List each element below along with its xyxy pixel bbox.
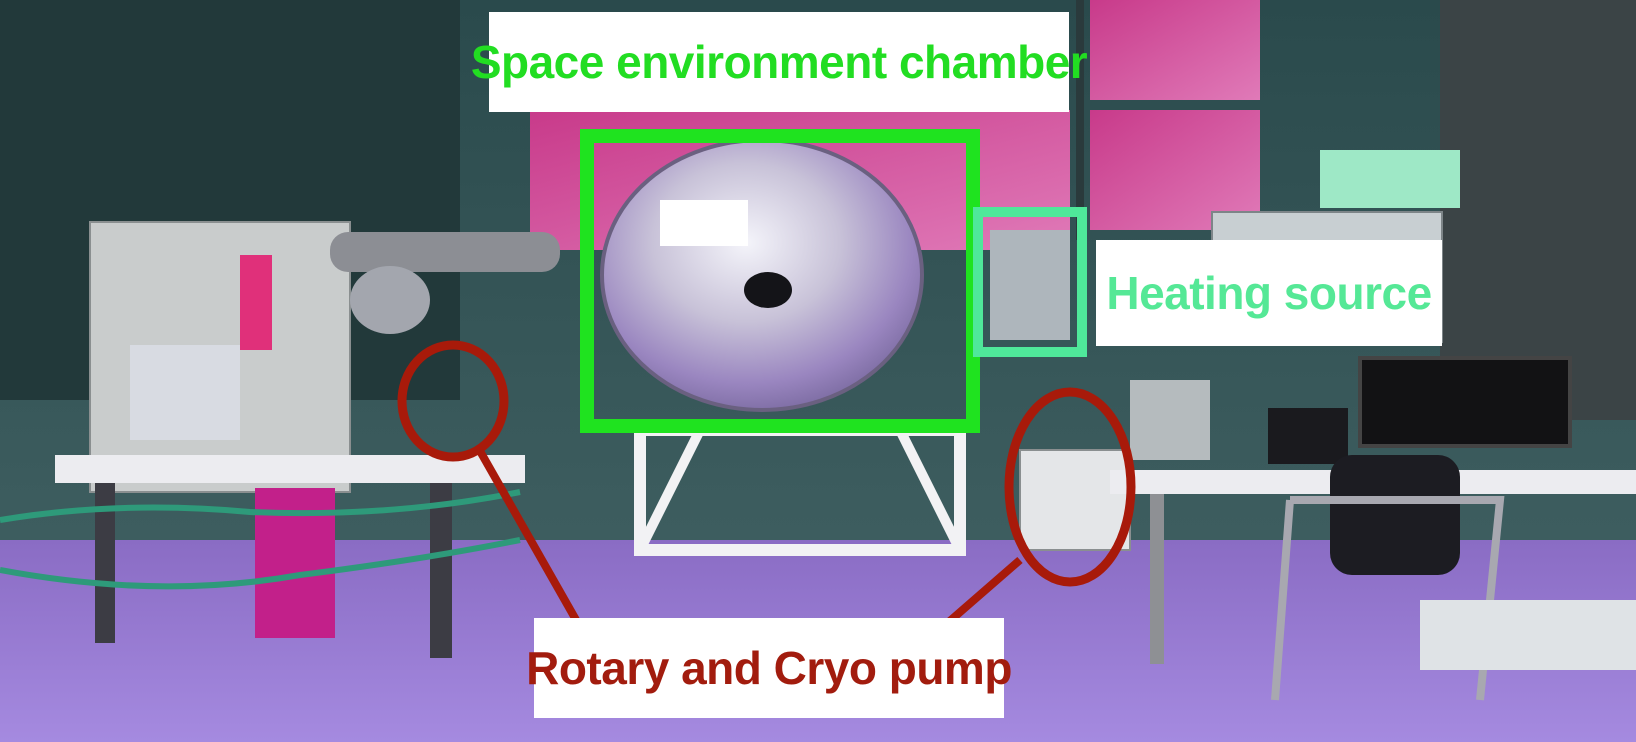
laptop — [1268, 408, 1348, 464]
heating-label: Heating source — [1106, 267, 1432, 319]
glass-vessel — [130, 345, 240, 440]
duct-coil — [350, 266, 430, 334]
window-top — [1090, 0, 1260, 100]
right-top-box — [1320, 150, 1460, 208]
right-table-leg — [1150, 494, 1164, 664]
chamber-label-box — [470, 12, 1088, 112]
monitor — [1360, 358, 1570, 446]
storage-box — [1420, 600, 1636, 670]
cabinet-panel — [240, 255, 272, 350]
chamber-viewport — [744, 272, 792, 308]
heating-hardware — [990, 230, 1070, 340]
chamber-label: Space environment chamber — [470, 36, 1088, 88]
pump-label: Rotary and Cryo pump — [526, 642, 1012, 694]
duct — [330, 232, 560, 272]
heating-label-box — [1096, 240, 1442, 346]
controller-box — [1020, 450, 1130, 550]
chamber-sticker — [660, 200, 748, 246]
stack-unit — [1130, 380, 1210, 460]
pump-label-box — [526, 618, 1012, 718]
backpack — [1330, 455, 1460, 575]
left-table-leg-2 — [430, 483, 452, 658]
